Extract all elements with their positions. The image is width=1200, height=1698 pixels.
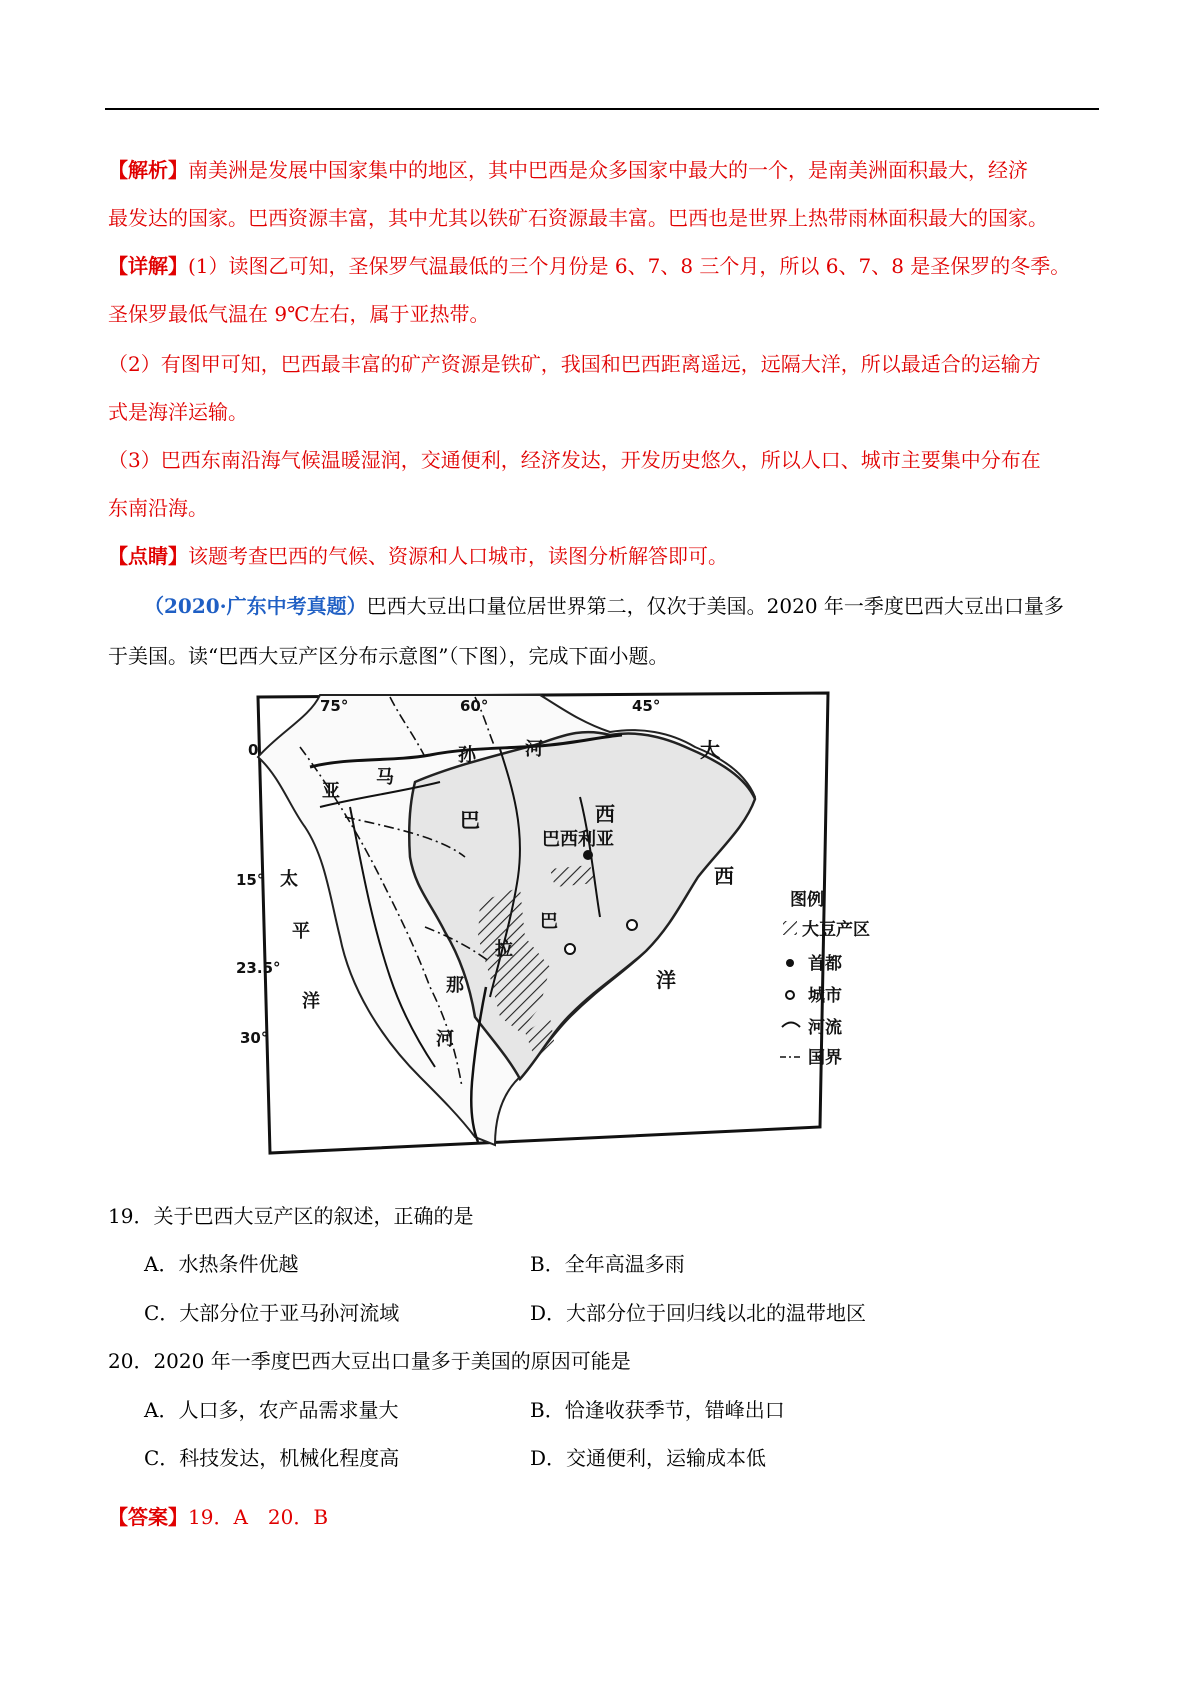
q20-option-d[interactable]: D．交通便利，运输成本低 <box>530 1446 767 1470</box>
q19-option-a[interactable]: A．水热条件优越 <box>144 1252 299 1276</box>
detail-p1-line2: 圣保罗最低气温在 9℃左右，属于亚热带。 <box>108 302 490 326</box>
q19-option-b[interactable]: B．全年高温多雨 <box>530 1252 685 1276</box>
detail-p1-line1: (1）读图乙可知，圣保罗气温最低的三个月份是 6、7、8 三个月，所以 6、7、8 是圣保罗的冬季。 <box>188 254 1071 278</box>
detail-line-6 <box>108 484 1100 532</box>
label-yang-2: 洋 <box>656 968 676 992</box>
label-xi-2: 西 <box>714 864 734 888</box>
legend-city-marker <box>786 991 794 999</box>
header-rule <box>105 108 1099 110</box>
lon-label-60: 60° <box>460 697 489 715</box>
lat-label-30: 30° <box>240 1029 269 1047</box>
lon-label-45: 45° <box>632 697 661 715</box>
legend-river: 河流 <box>808 1018 842 1038</box>
label-xi-1: 西 <box>595 802 615 826</box>
detail-line-5 <box>108 436 1100 484</box>
legend-border: 国界 <box>808 1048 842 1068</box>
label-da: 大 <box>700 738 720 762</box>
q20-option-b[interactable]: B．恰逢收获季节，错峰出口 <box>530 1398 785 1422</box>
label-he-1: 河 <box>525 739 543 760</box>
q19-option-d[interactable]: D．大部分位于回归线以北的温带地区 <box>530 1301 867 1325</box>
analysis-text-1: 南美洲是发展中国家集中的地区，其中巴西是众多国家中最大的一个，是南美洲面积最大，经济 <box>188 158 1028 182</box>
map-svg <box>236 687 950 1167</box>
detail-p3-line1: （3）巴西东南沿海气候温暖湿润，交通便利，经济发达，开发历史悠久，所以人口、城市主要集中分布在 <box>108 448 1041 472</box>
detail-line-2 <box>108 290 1100 338</box>
tip-text: 该题考查巴西的气候、资源和人口城市，读图分析解答即可。 <box>188 544 728 568</box>
label-la: 拉 <box>495 939 513 960</box>
analysis-label: 【解析】 <box>108 158 188 182</box>
intro-line-2 <box>108 632 1100 680</box>
label-ma: 马 <box>376 767 394 788</box>
analysis-line-2 <box>108 194 1100 242</box>
label-ba-2: 巴 <box>540 911 558 932</box>
brazil-soybean-map <box>236 687 950 1167</box>
lon-label-75: 75° <box>320 697 349 715</box>
intro-source: （2020·广东中考真题） <box>144 594 367 618</box>
q19-stem: 19．关于巴西大豆产区的叙述，正确的是 <box>108 1204 474 1228</box>
intro-text-1: 巴西大豆出口量位居世界第二，仅次于美国。2020 年一季度巴西大豆出口量多 <box>366 594 1064 618</box>
detail-p3-line2: 东南沿海。 <box>108 496 208 520</box>
detail-label: 【详解】 <box>108 254 188 278</box>
answer-line <box>108 1493 1100 1541</box>
q19-option-c[interactable]: C．大部分位于亚马孙河流域 <box>144 1301 400 1325</box>
q20-option-a[interactable]: A．人口多，农产品需求量大 <box>144 1398 399 1422</box>
label-tai: 太 <box>280 869 298 890</box>
tip-line <box>108 532 1100 580</box>
legend-soy-swatch <box>783 921 797 935</box>
city-marker-2 <box>565 944 575 954</box>
lat-label-15: 15° <box>236 871 265 889</box>
label-na: 那 <box>446 975 464 996</box>
capital-marker <box>583 850 593 860</box>
legend-title: 图例 <box>790 890 824 910</box>
detail-line-1 <box>108 242 1100 290</box>
label-sun: 孙 <box>458 745 476 766</box>
lat-label-23-5: 23.5° <box>236 959 281 977</box>
detail-p2-line1: （2）有图甲可知，巴西最丰富的矿产资源是铁矿，我国和巴西距离遥远，远隔大洋，所以最适合的运输方 <box>108 352 1041 376</box>
detail-line-3 <box>108 340 1100 388</box>
intro-text-2: 于美国。读“巴西大豆产区分布示意图”（下图），完成下面小题。 <box>108 644 669 668</box>
legend-city: 城市 <box>808 986 842 1006</box>
q20-stem: 20．2020 年一季度巴西大豆出口量多于美国的原因可能是 <box>108 1349 631 1373</box>
legend-capital-marker <box>786 959 794 967</box>
label-he-2: 河 <box>436 1029 454 1050</box>
legend-soy: 大豆产区 <box>802 920 870 940</box>
analysis-text-2: 最发达的国家。巴西资源丰富，其中尤其以铁矿石资源最丰富。巴西也是世界上热带雨林面积最大的国家。 <box>108 206 1048 230</box>
answer-text: 19．A 20．B <box>188 1505 329 1529</box>
answer-label: 【答案】 <box>108 1505 188 1529</box>
tip-label: 【点睛】 <box>108 544 188 568</box>
lat-label-0: 0 <box>248 741 259 759</box>
label-capital: 巴西利亚 <box>542 829 614 850</box>
detail-line-4 <box>108 388 1100 436</box>
intro-line-1 <box>144 582 1100 630</box>
q20-option-c[interactable]: C．科技发达，机械化程度高 <box>144 1446 400 1470</box>
city-marker-1 <box>627 920 637 930</box>
label-ba-1: 巴 <box>460 808 480 832</box>
legend-capital: 首都 <box>808 954 842 974</box>
label-ya: 亚 <box>322 781 340 802</box>
analysis-line-1 <box>108 146 1100 194</box>
detail-p2-line2: 式是海洋运输。 <box>108 400 248 424</box>
label-ping: 平 <box>292 921 310 942</box>
label-yang-1: 洋 <box>302 991 320 1012</box>
